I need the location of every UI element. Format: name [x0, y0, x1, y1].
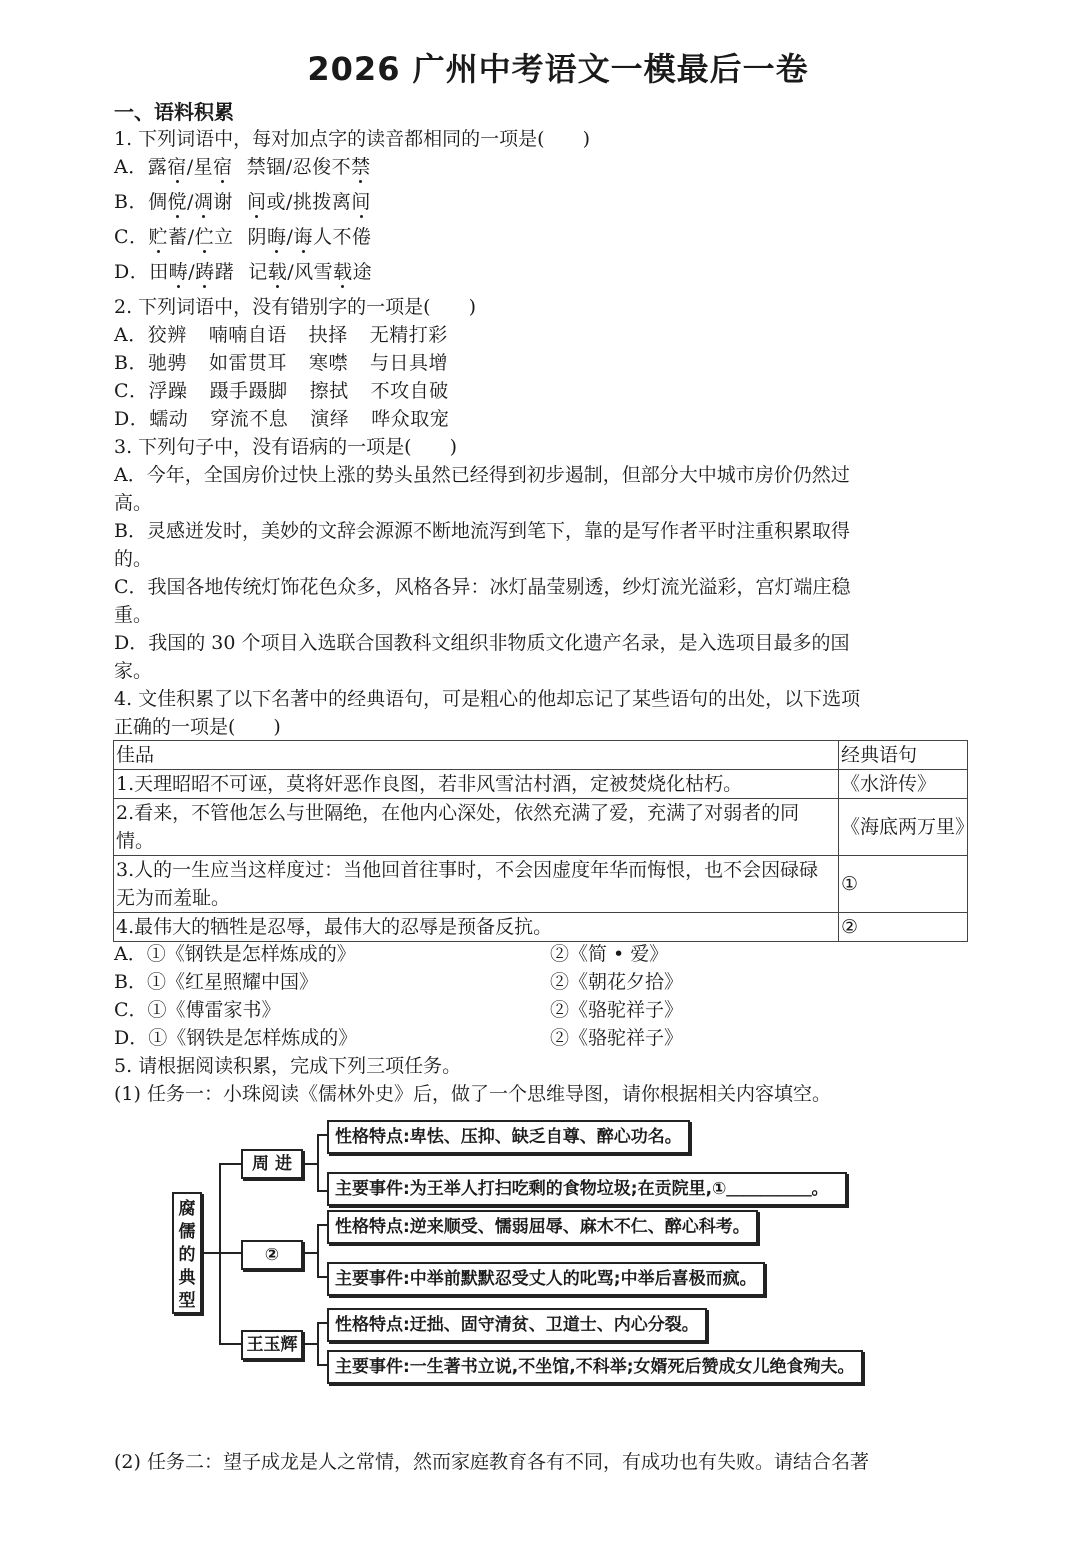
connector — [317, 1322, 319, 1366]
q2-option-d: D．蠕动 穿流不息 演绎 哗众取宠 — [114, 408, 450, 430]
table-row — [114, 856, 968, 913]
table-cell: 《水浒传》 — [839, 770, 968, 799]
page-title: 2026 广州中考语文一模最后一卷 — [307, 50, 809, 88]
connector — [317, 1322, 327, 1324]
table-cell: 3.人的一生应当这样度过：当他回首往事时，不会因虚度年华而悔恨，也不会因碌碌无为而羞耻。 — [114, 856, 839, 913]
connector — [303, 1163, 317, 1165]
table-cell: ① — [839, 856, 968, 913]
q1-option-d: D．田畴/踌躇 记载/风雪载途 — [114, 261, 373, 283]
q5-task2: (2) 任务二：望子成龙是人之常情，然而家庭教育各有不同，有成功也有失败。请结合名著 — [114, 1451, 869, 1473]
q3-option-a-2: 高。 — [114, 492, 153, 514]
mindmap-leaf: 性格特点:卑怯、压抑、缺乏自尊、醉心功名。 — [327, 1120, 690, 1154]
q3-option-b-1: B．灵感迸发时，美妙的文辞会源源不断地流泻到笔下，靠的是写作者平时注重积累取得 — [114, 520, 850, 542]
table-cell: 4.最伟大的牺牲是忍辱，最伟大的忍辱是预备反抗。 — [114, 913, 839, 942]
q3-stem: 3. 下列句子中，没有语病的一项是( ) — [114, 436, 457, 458]
connector — [219, 1343, 241, 1345]
q3-option-c-2: 重。 — [114, 604, 153, 626]
mindmap-node-blank: ② — [241, 1240, 303, 1270]
mindmap-leaf: 性格特点:逆来顺受、懦弱屈辱、麻木不仁、醉心科考。 — [327, 1210, 758, 1244]
q4-option-b: B．①《红星照耀中国》 ②《朝花夕拾》 — [114, 971, 684, 993]
mindmap-leaf: 主要事件:一生著书立说,不坐馆,不科举;女婿死后赞成女儿绝食殉夫。 — [327, 1350, 863, 1384]
mindmap-node-zhoujin: 周 进 — [241, 1149, 303, 1179]
q5-stem: 5. 请根据阅读积累，完成下列三项任务。 — [114, 1055, 462, 1077]
section-heading: 一、语料积累 — [114, 100, 234, 124]
q3-option-b-2: 的。 — [114, 548, 153, 570]
q3-option-d-2: 家。 — [114, 660, 153, 682]
q1-stem: 1. 下列词语中，每对加点字的读音都相同的一项是( ) — [114, 128, 590, 150]
table-cell: 2.看来，不管他怎么与世隔绝，在他内心深处，依然充满了爱，充满了对弱者的同情。 — [114, 799, 839, 856]
q2-option-a: A．狡辨 喃喃自语 抉择 无精打彩 — [114, 324, 448, 346]
mindmap-root: 腐 儒 的 典 型 — [172, 1192, 202, 1314]
table-cell: 《海底两万里》 — [839, 799, 968, 856]
mindmap-node-wangyuhui: 王玉辉 — [241, 1330, 303, 1360]
mindmap-leaf: 主要事件:中举前默默忍受丈人的叱骂;中举后喜极而疯。 — [327, 1262, 765, 1296]
q2-option-b: B．驰骋 如雷贯耳 寒噤 与日具增 — [114, 352, 449, 374]
table-row — [114, 770, 968, 799]
connector — [219, 1252, 241, 1254]
q4-table — [113, 740, 975, 942]
connector — [317, 1224, 319, 1276]
q4-option-a: A．①《钢铁是怎样炼成的》 ②《简 • 爱》 — [114, 943, 669, 965]
connector — [317, 1276, 327, 1278]
q1-a-words: 露宿/星宿 禁锢/忍俊不禁 — [147, 156, 371, 178]
q4-stem-2: 正确的一项是( ) — [114, 716, 281, 738]
table-row — [114, 799, 968, 856]
q3-option-d-1: D．我国的 30 个项目入选联合国教科文组织非物质文化遗产名录，是入选项目最多的国 — [114, 632, 850, 654]
q4-stem-1: 4. 文佳积累了以下名著中的经典语句，可是粗心的他却忘记了某些语句的出处，以下选项 — [114, 688, 861, 710]
connector — [303, 1252, 317, 1254]
q5-task1: (1) 任务一：小珠阅读《儒林外史》后，做了一个思维导图，请你根据相关内容填空。 — [114, 1083, 831, 1105]
q1-option-b: B．倜傥/凋谢 间或/挑拨离间 — [114, 191, 371, 213]
connector — [317, 1134, 327, 1136]
q3-option-c-1: C．我国各地传统灯饰花色众多，风格各异：冰灯晶莹剔透，纱灯流光溢彩，宫灯端庄稳 — [114, 576, 851, 598]
connector — [317, 1190, 327, 1192]
table-header-row — [114, 741, 968, 770]
q3-option-a-1: A．今年，全国房价过快上涨的势头虽然已经得到初步遏制，但部分大中城市房价仍然过 — [114, 464, 850, 486]
q4-option-d: D．①《钢铁是怎样炼成的》 ②《骆驼祥子》 — [114, 1027, 684, 1049]
q1-option-c: C．贮蓄/伫立 阴晦/诲人不倦 — [114, 226, 372, 248]
connector — [317, 1134, 319, 1190]
mindmap-leaf: 性格特点:迂拙、固守清贫、卫道士、内心分裂。 — [327, 1308, 707, 1342]
connector — [203, 1252, 220, 1254]
q2-stem: 2. 下列词语中，没有错别字的一项是( ) — [114, 296, 476, 318]
connector — [317, 1364, 327, 1366]
connector — [219, 1163, 241, 1165]
mindmap-leaf: 主要事件:为王举人打扫吃剩的食物垃圾;在贡院里,①＿＿＿＿＿。 — [327, 1172, 847, 1206]
q4-option-c: C．①《傅雷家书》 ②《骆驼祥子》 — [114, 999, 684, 1021]
table-row — [114, 913, 968, 942]
q2-option-c: C．浮躁 蹑手蹑脚 擦拭 不攻自破 — [114, 380, 449, 402]
table-header-cell: 经典语句 — [839, 741, 968, 770]
table-header-cell: 佳品 — [114, 741, 839, 770]
connector — [303, 1343, 317, 1345]
table-cell: ② — [839, 913, 968, 942]
connector — [317, 1224, 327, 1226]
table-cell: 1.天理昭昭不可诬，莫将奸恶作良图，若非风雪沽村酒，定被焚烧化枯朽。 — [114, 770, 839, 799]
q1-option-a: A．露宿/星宿 禁锢/忍俊不禁 — [114, 156, 371, 178]
